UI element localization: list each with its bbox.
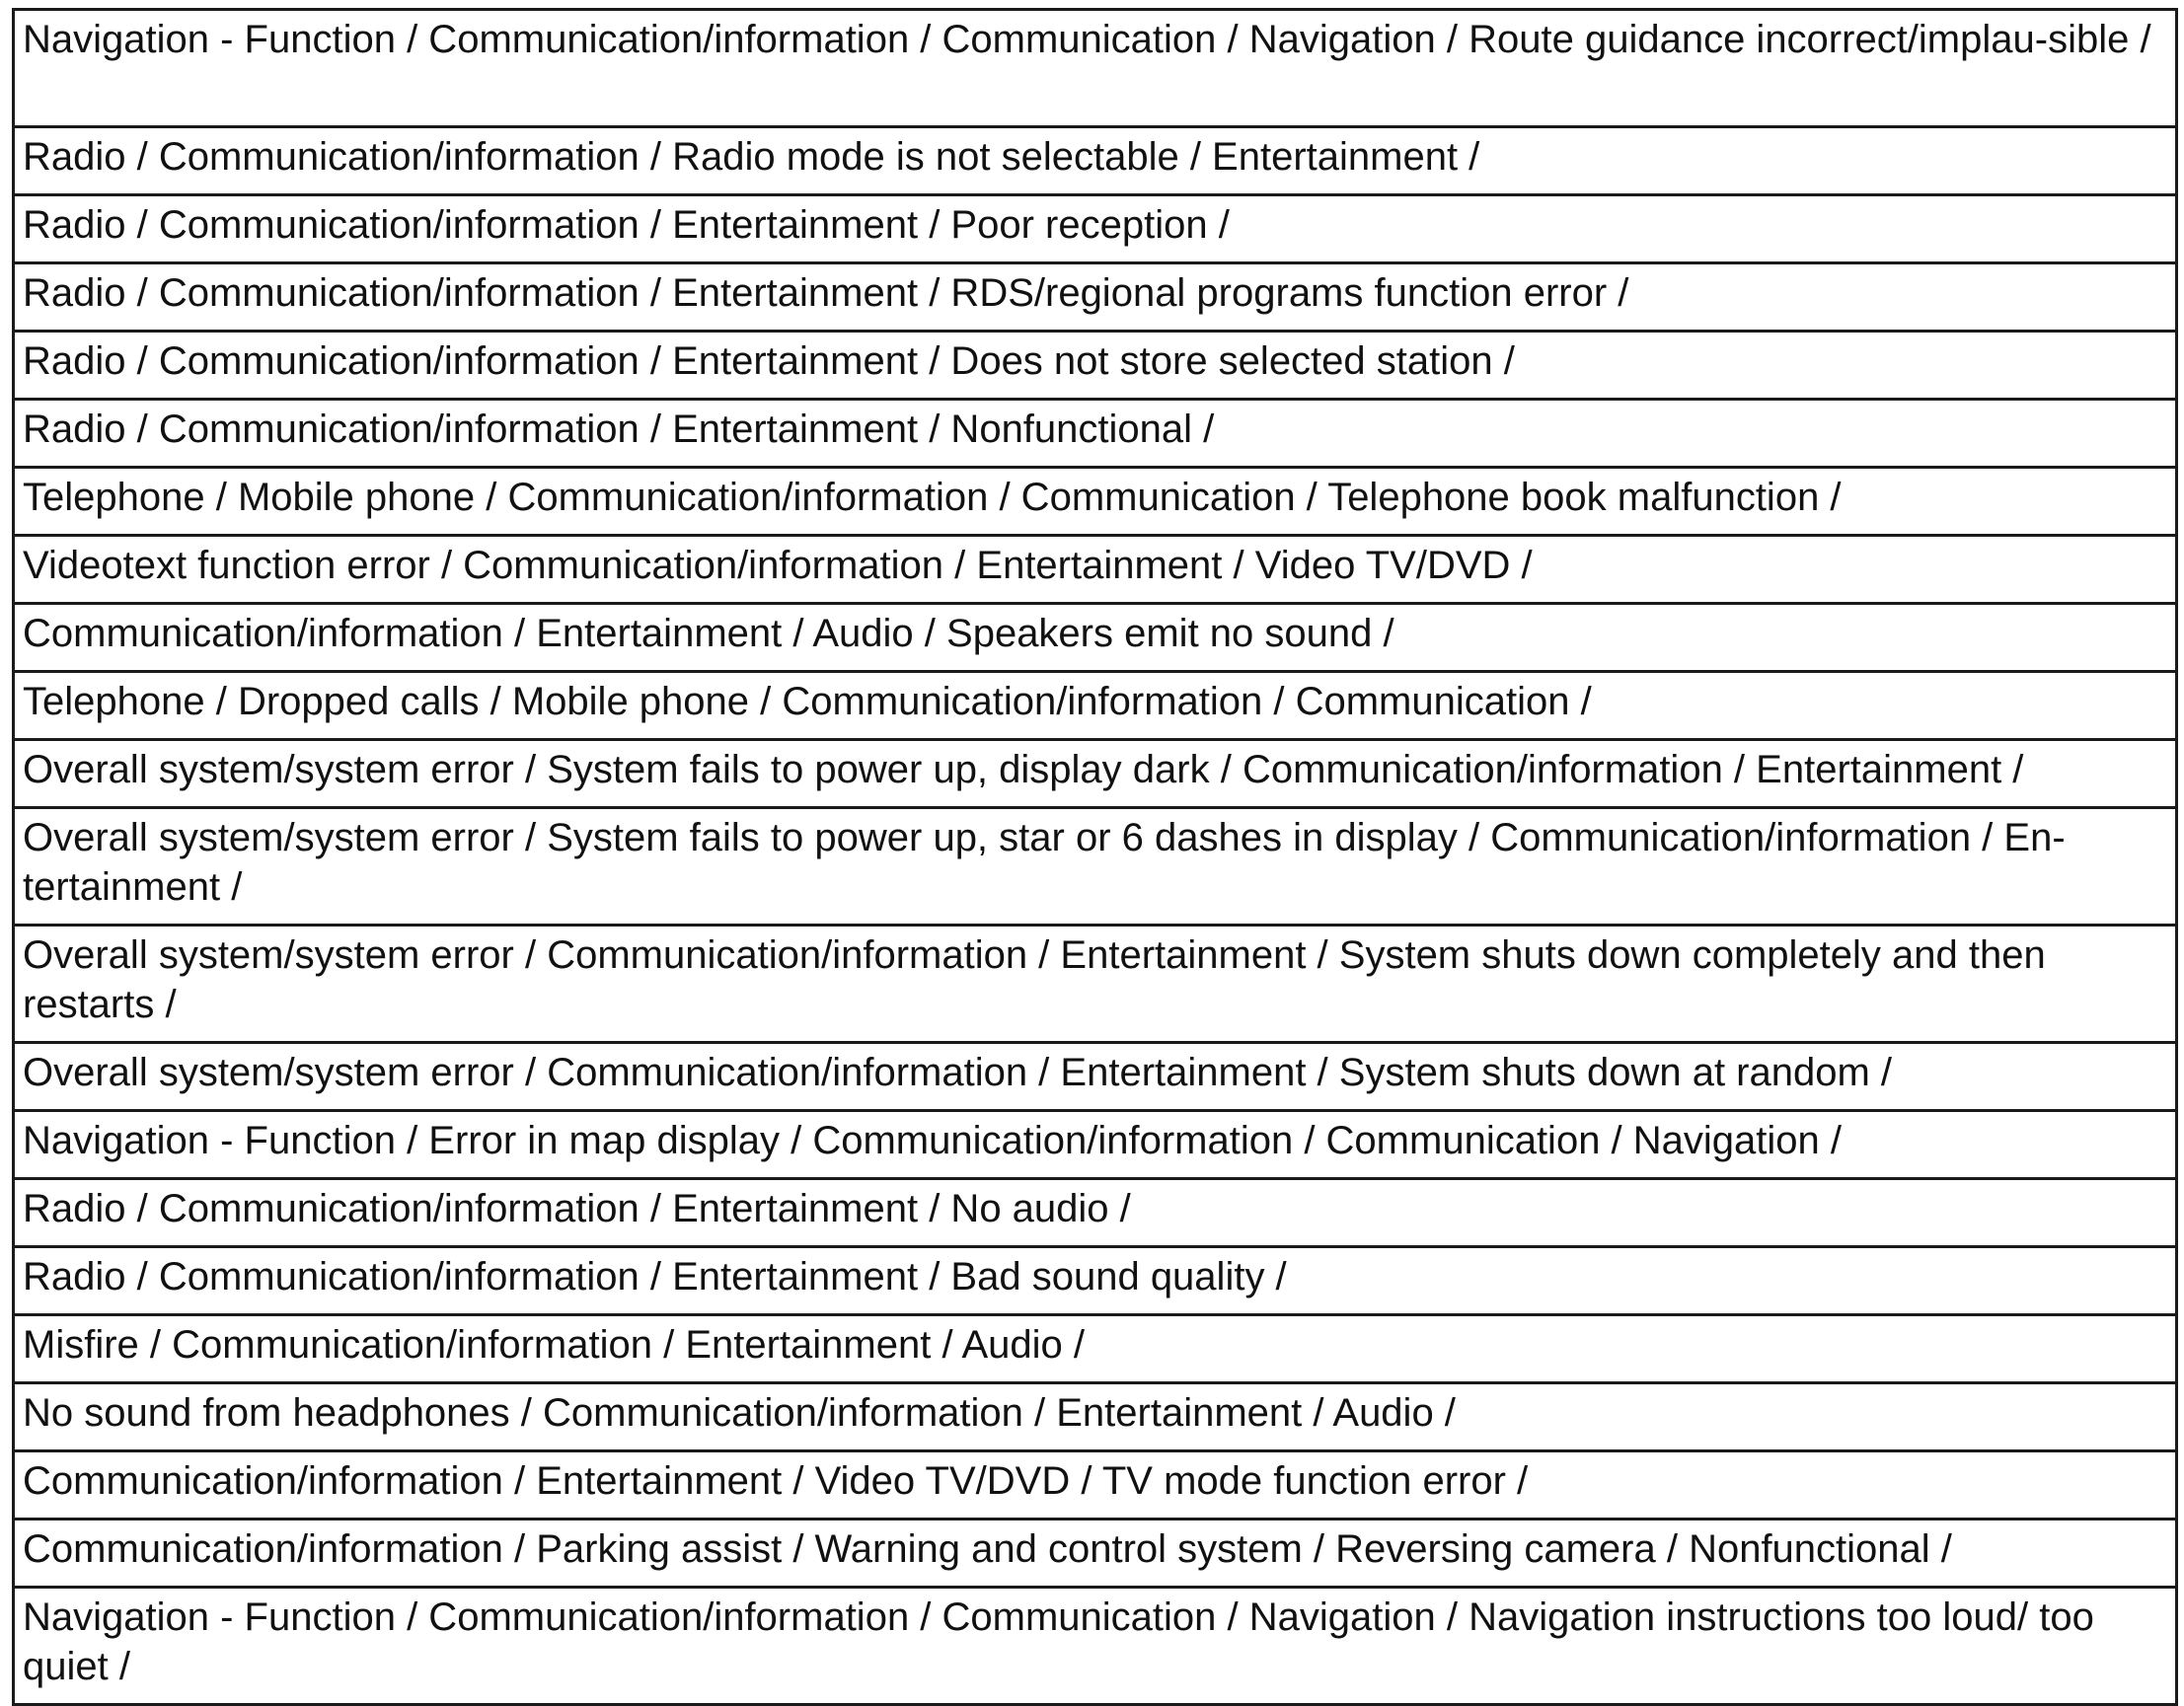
table-row xyxy=(14,740,2177,808)
table-cell: Videotext function error / Communication/information / Entertainment / Video TV/DVD / xyxy=(14,536,2177,604)
table-cell: Communication/information / Parking assist / Warning and control system / Reversing camera / Nonfunctional / xyxy=(14,1520,2177,1588)
table-cell: Radio / Communication/information / Entertainment / Does not store selected station / xyxy=(14,332,2177,400)
table-cell: Communication/information / Entertainment / Audio / Speakers emit no sound / xyxy=(14,604,2177,672)
table-cell: Telephone / Mobile phone / Communication/information / Communication / Telephone book malfunction / xyxy=(14,468,2177,536)
table-cell: Radio / Communication/information / Entertainment / No audio / xyxy=(14,1179,2177,1247)
table-row xyxy=(14,604,2177,672)
table-row xyxy=(14,10,2177,127)
fault-code-document xyxy=(12,8,2178,1706)
table-row xyxy=(14,1043,2177,1111)
table-cell: Overall system/system error / Communication/information / Entertainment / System shuts down at random / xyxy=(14,1043,2177,1111)
table-row xyxy=(14,672,2177,740)
table-cell: Overall system/system error / System fails to power up, display dark / Communication/information / Entertainment / xyxy=(14,740,2177,808)
table-row xyxy=(14,263,2177,332)
table-row xyxy=(14,332,2177,400)
table-cell: Telephone / Dropped calls / Mobile phone / Communication/information / Communication / xyxy=(14,672,2177,740)
table-cell: No sound from headphones / Communication/information / Entertainment / Audio / xyxy=(14,1383,2177,1451)
table-row xyxy=(14,1588,2177,1705)
table-cell: Navigation - Function / Communication/information / Communication / Navigation / Route guidance incorrect/implau-sible / xyxy=(14,10,2177,127)
table-row xyxy=(14,468,2177,536)
fault-table xyxy=(12,8,2178,1706)
table-row xyxy=(14,1315,2177,1383)
table-cell: Navigation - Function / Error in map display / Communication/information / Communication / Navigation / xyxy=(14,1111,2177,1179)
table-row xyxy=(14,808,2177,926)
table-cell: Radio / Communication/information / Entertainment / Poor reception / xyxy=(14,195,2177,263)
table-row xyxy=(14,926,2177,1043)
table-cell: Radio / Communication/information / Radio mode is not selectable / Entertainment / xyxy=(14,127,2177,195)
table-row xyxy=(14,536,2177,604)
table-cell: Radio / Communication/information / Entertainment / Bad sound quality / xyxy=(14,1247,2177,1315)
table-cell: Overall system/system error / System fails to power up, star or 6 dashes in display / Communication/information / En-tertainment / xyxy=(14,808,2177,926)
table-row xyxy=(14,1111,2177,1179)
table-cell: Communication/information / Entertainment / Video TV/DVD / TV mode function error / xyxy=(14,1451,2177,1520)
table-cell: Navigation - Function / Communication/information / Communication / Navigation / Navigation instructions too loud/ too quiet / xyxy=(14,1588,2177,1705)
table-row xyxy=(14,1383,2177,1451)
table-row xyxy=(14,400,2177,468)
table-row xyxy=(14,1179,2177,1247)
table-cell: Radio / Communication/information / Entertainment / Nonfunctional / xyxy=(14,400,2177,468)
table-cell: Misfire / Communication/information / Entertainment / Audio / xyxy=(14,1315,2177,1383)
table-row xyxy=(14,127,2177,195)
table-cell: Radio / Communication/information / Entertainment / RDS/regional programs function error / xyxy=(14,263,2177,332)
table-row xyxy=(14,1247,2177,1315)
table-cell: Overall system/system error / Communication/information / Entertainment / System shuts down completely and then restarts / xyxy=(14,926,2177,1043)
table-row xyxy=(14,1451,2177,1520)
table-row xyxy=(14,195,2177,263)
table-row xyxy=(14,1520,2177,1588)
